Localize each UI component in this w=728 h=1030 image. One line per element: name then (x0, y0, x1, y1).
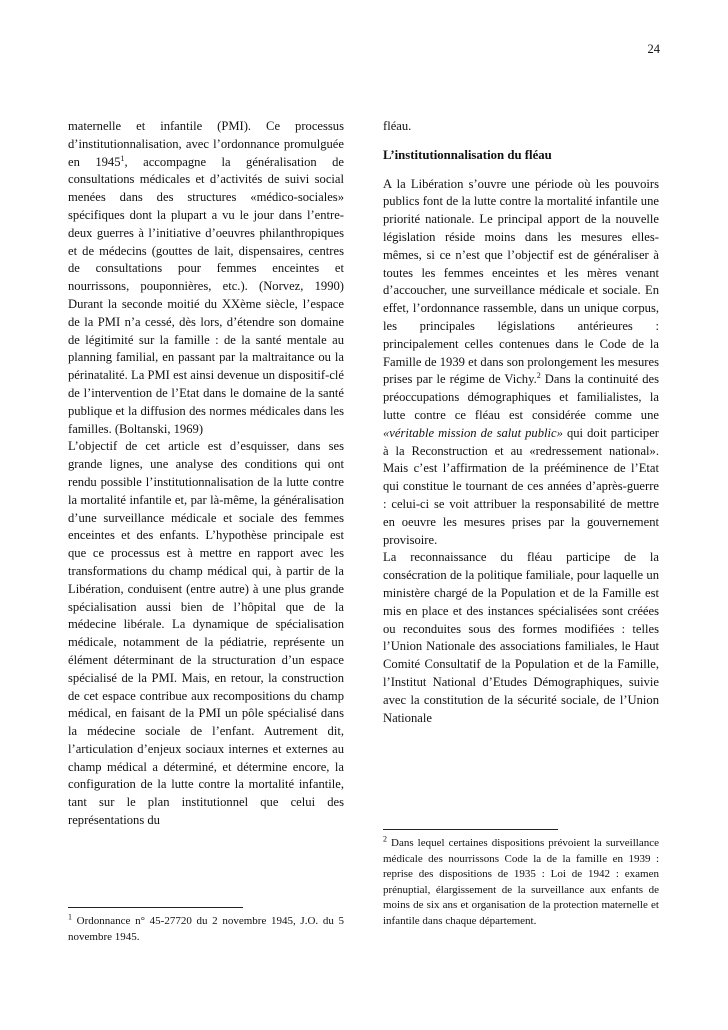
footnote-2: $^2$ Dans lequel certaines dispositions prévoient la surveillance médicale des nourrissons Code la de la famille en 1939 : reprise des dispositions de 1935 : Loi de 1942 : examen prénuptial, élargissement de la surveillance aux enfants de moins de six ans et organisation de la protection maternelle et infantile dans chaque département. (383, 834, 659, 927)
left-paragraph-2: L’objectif de cet article est d’esquisser, dans ses grande lignes, une analyse des conditions qui ont rendu possible l’institutionnalisation de la lutte contre la mortalité infantile et, par là-même, la généralisation d’une surveillance médicale et sociale des femmes enceintes et des enfants. L’hypothèse principale est que ce processus est à mettre en rapport avec les transformations du champ médical qui, à partir de la Libération, conduisent (entre autre) à une plus grande spécialisation aussi bien de l’hôpital que de la médecine libérale. La dynamique de spécialisation médicale, notamment de la pédiatrie, représente un élément déterminant de la structuration d’un espace spécialisé de la PMI. Mais, en retour, la construction de cet espace contribue aux recompositions du champ médical, en faisant de la PMI un pôle spécialisé dans la médecine sociale de l’enfant. Autrement dit, l’articulation d’enjeux sociaux internes et externes au champ médical a déterminé, et détermine encore, la configuration de la lutte contre la mortalité infantile, tant sur le plan institutionnel que celui des représentations du (68, 439, 344, 828)
footnote-1: $^1$ Ordonnance n° 45-27720 du 2 novembre 1945, J.O. du 5 novembre 1945. (68, 912, 344, 943)
footnotes-right (383, 829, 659, 929)
footnotes-left (68, 907, 344, 945)
right-paragraph-1: A la Libération s’ouvre une période où les pouvoirs publics font de la lutte contre la mortalité infantile une priorité nationale. Le principal apport de la nouvelle législation réside moins dans les mesures elles-mêmes, si ce n’est que l’objectif est de généraliser à toutes les femmes enceintes et les mères venant d’accoucher, une surveillance médicale et sociale. En effet, l’ordonnance rassemble, dans un unique corpus, les principales législations antérieures : principalement celles contenues dans le Code de la Famille de 1939 et dans son prolongement les mesures prises par le régime de Vichy.$^2$ Dans la continuité des préoccupations démographiques et familialistes, la lutte contre ce fléau est considérée comme une «véritable mission de salut public» qui doit participer à la Reconstruction et au «redressement national». Mais c’est l’affirmation de la prééminence de l’Etat qui constitue le tournant de ces années d’après-guerre : celui-ci se voit attribuer la responsabilité de mettre en oeuvre les mesures prises par la gouvernement provisoire. (383, 176, 659, 547)
footnote-divider (383, 829, 558, 830)
left-column (68, 118, 344, 830)
page-number: 24 (647, 42, 660, 56)
section-heading: L’institutionnalisation du fléau (383, 147, 552, 162)
right-column (383, 118, 659, 727)
left-paragraph-1: maternelle et infantile (PMI). Ce processus d’institutionnalisation, avec l’ordonnance promulguée en 1945$^1$, accompagne la généralisation de consultations médicales et d’activités de suivi social menées dans des structures «médico-sociales» spécifiques dont la plupart a vu le jour dans l’entre-deux guerres à l’initiative d’oeuvres philanthropiques et de médecins (gouttes de lait, dispensaires, centres de consultations pour femmes enceintes et nourrissons, pouponnières, etc.). (Norvez, 1990) Durant la seconde moitié du XXème siècle, l’espace de la PMI n’a cessé, dès lors, d’étendre son domaine de légitimité sur la famille : de la santé mentale au planning familial, en passant par la maltraitance ou la périnatalité. La PMI est ainsi devenue un dispositif-clé de l’intervention de l’Etat dans le domaine de la santé publique et la diffusion des normes médicales dans les familles. (Boltanski, 1969) (68, 119, 344, 436)
right-paragraph-0: fléau. (383, 119, 412, 133)
right-paragraph-2: La reconnaissance du fléau participe de la consécration de la politique familiale, pour laquelle un ministère chargé de la Population et de la Famille est mis en place et des instances spécialisées sont créées ou reconduites sous des formes modifiées : telles l’Union Nationale des associations familiales, le Haut Comité Consultatif de la Population et de la Famille, l’Institut National d’Etudes Démographiques, suivie avec la constitution de la sécurité sociale, de l’Union Nationale (383, 550, 659, 725)
footnote-ref-2[interactable]: 2 (536, 371, 541, 381)
footnote-ref-1[interactable]: 1 (120, 153, 125, 163)
footnote-divider (68, 907, 243, 908)
